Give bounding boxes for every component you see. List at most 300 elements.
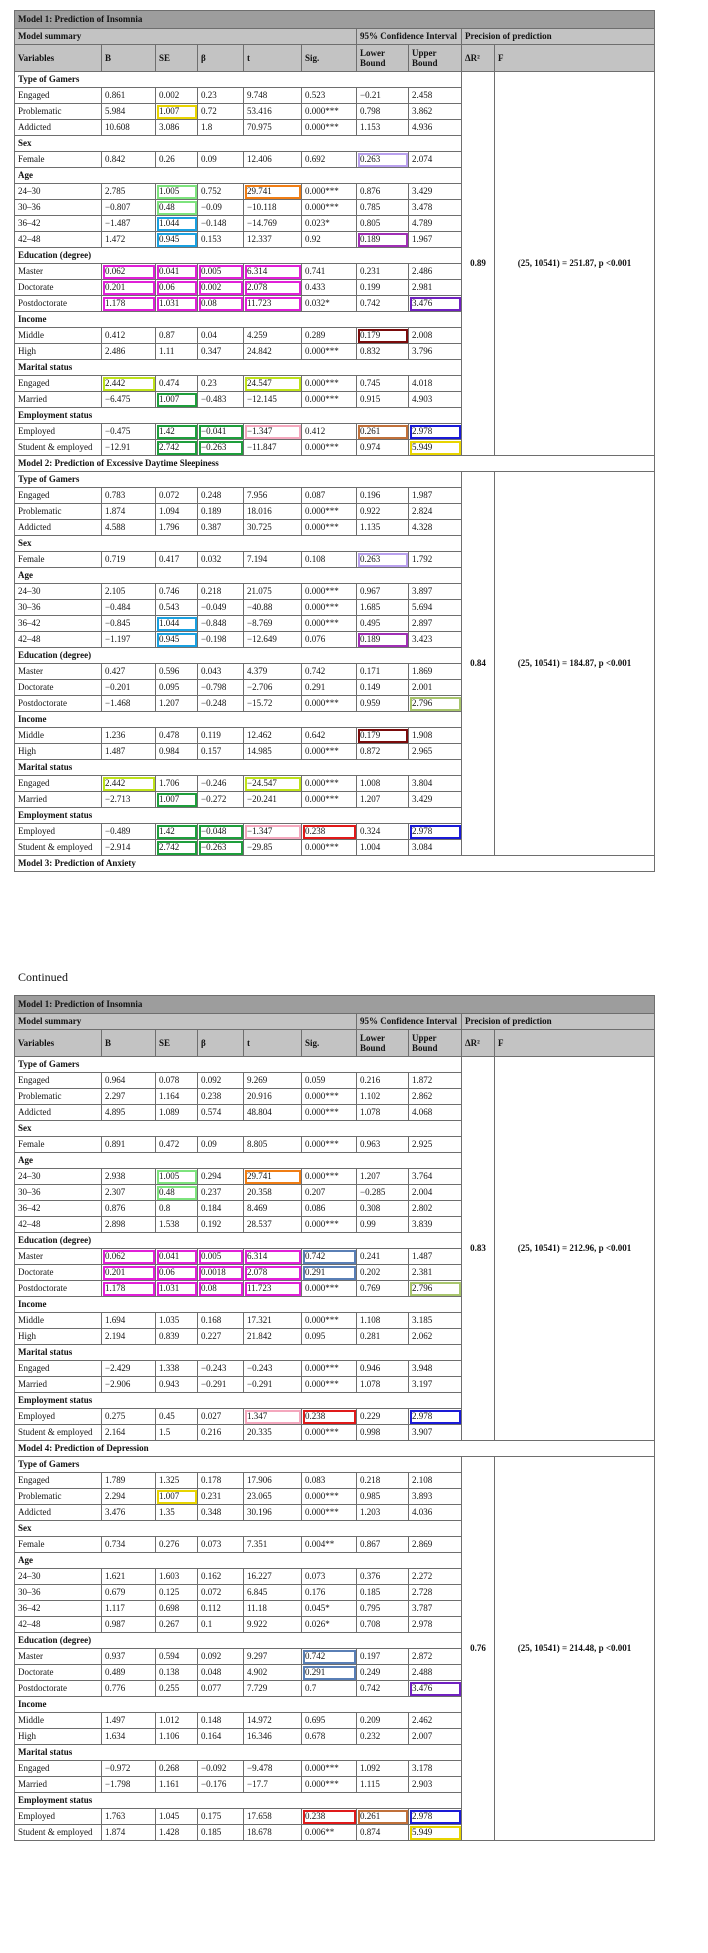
t-cell: −29.85 <box>244 840 302 856</box>
lower-bound-cell: 1.203 <box>357 1505 409 1521</box>
sig-cell: 0.000*** <box>302 1281 357 1297</box>
column-header: Upper Bound <box>409 45 462 72</box>
lower-bound-cell: 0.99 <box>357 1217 409 1233</box>
sig-cell: 0.000*** <box>302 1313 357 1329</box>
lower-bound-cell: 0.199 <box>357 280 409 296</box>
variable-cell: Married <box>15 1777 102 1793</box>
variable-cell: Doctorate <box>15 280 102 296</box>
cell-value: 0.06 <box>159 282 175 292</box>
se-cell: 1.11 <box>156 344 198 360</box>
upper-bound-cell-highlighted <box>409 440 462 456</box>
se-cell-highlighted <box>156 440 198 456</box>
beta-cell-highlighted <box>198 1249 244 1265</box>
se-cell-highlighted <box>156 824 198 840</box>
sig-cell: 0.000*** <box>302 376 357 392</box>
t-cell: 9.297 <box>244 1649 302 1665</box>
cell-value: 2.442 <box>105 778 126 788</box>
lower-bound-cell: 0.742 <box>357 1681 409 1697</box>
beta-cell: 0.238 <box>198 1089 244 1105</box>
upper-bound-cell: 3.429 <box>409 792 462 808</box>
se-cell: 0.255 <box>156 1681 198 1697</box>
b-cell: 2.938 <box>102 1169 156 1185</box>
se-cell: 1.338 <box>156 1361 198 1377</box>
beta-cell: −0.248 <box>198 696 244 712</box>
lower-bound-cell: 0.985 <box>357 1489 409 1505</box>
column-header: β <box>198 1030 244 1057</box>
b-cell: −0.972 <box>102 1761 156 1777</box>
beta-cell: 0.185 <box>198 1825 244 1841</box>
cell-value: 1.044 <box>159 618 180 628</box>
lower-bound-cell: 1.207 <box>357 792 409 808</box>
sig-cell: 0.000*** <box>302 1217 357 1233</box>
se-cell: 1.089 <box>156 1105 198 1121</box>
se-cell: 1.35 <box>156 1505 198 1521</box>
variable-cell: High <box>15 344 102 360</box>
variable-cell: 36–42 <box>15 216 102 232</box>
section-label: Type of Gamers <box>15 472 462 488</box>
b-cell: 0.937 <box>102 1649 156 1665</box>
lower-bound-cell-highlighted <box>357 1809 409 1825</box>
sig-cell: 0.412 <box>302 424 357 440</box>
beta-cell: 0.077 <box>198 1681 244 1697</box>
cell-value: 1.178 <box>105 298 126 308</box>
lower-bound-cell: 0.876 <box>357 184 409 200</box>
sig-cell: 0.000*** <box>302 120 357 136</box>
beta-cell: 0.092 <box>198 1073 244 1089</box>
t-cell: 53.416 <box>244 104 302 120</box>
b-cell-highlighted <box>102 1281 156 1297</box>
column-header: t <box>244 1030 302 1057</box>
b-cell: 3.476 <box>102 1505 156 1521</box>
cell-value: 2.742 <box>159 442 180 452</box>
sig-cell: 0.000*** <box>302 1089 357 1105</box>
cell-value: 6.314 <box>247 266 268 276</box>
column-header: Sig. <box>302 1030 357 1057</box>
upper-bound-cell: 1.967 <box>409 232 462 248</box>
sig-cell: 0.000*** <box>302 104 357 120</box>
sig-cell: 0.000*** <box>302 200 357 216</box>
b-cell-highlighted <box>102 264 156 280</box>
cell-value: 2.078 <box>247 282 268 292</box>
sig-cell: 0.000*** <box>302 1105 357 1121</box>
beta-cell: 0.119 <box>198 728 244 744</box>
b-cell: 1.487 <box>102 744 156 760</box>
sig-cell: 0.000*** <box>302 1377 357 1393</box>
t-cell: 21.842 <box>244 1329 302 1345</box>
section-label: Employment status <box>15 1793 462 1809</box>
upper-bound-cell: 3.478 <box>409 200 462 216</box>
beta-cell: 0.148 <box>198 1713 244 1729</box>
sig-cell: 0.742 <box>302 664 357 680</box>
variable-cell: Doctorate <box>15 1665 102 1681</box>
upper-bound-cell: 2.462 <box>409 1713 462 1729</box>
upper-bound-cell: 3.796 <box>409 344 462 360</box>
t-cell-highlighted <box>244 1265 302 1281</box>
lower-bound-cell: 0.202 <box>357 1265 409 1281</box>
upper-bound-cell: 3.907 <box>409 1425 462 1441</box>
column-header-row <box>15 1030 655 1057</box>
se-cell: 1.012 <box>156 1713 198 1729</box>
lower-bound-cell: 0.946 <box>357 1361 409 1377</box>
section-label: Age <box>15 168 462 184</box>
se-cell: 0.002 <box>156 88 198 104</box>
upper-bound-cell: 3.897 <box>409 584 462 600</box>
cell-value: 11.723 <box>247 298 272 308</box>
section-label: Income <box>15 312 462 328</box>
beta-cell: 0.043 <box>198 664 244 680</box>
b-cell-highlighted <box>102 376 156 392</box>
sig-cell: 0.289 <box>302 328 357 344</box>
se-cell-highlighted <box>156 280 198 296</box>
sig-cell: 0.000*** <box>302 184 357 200</box>
variable-cell: Doctorate <box>15 1265 102 1281</box>
beta-cell-highlighted <box>198 840 244 856</box>
lower-bound-cell: 1.102 <box>357 1089 409 1105</box>
sig-cell: 0.678 <box>302 1729 357 1745</box>
column-header: Lower Bound <box>357 45 409 72</box>
se-cell: 1.428 <box>156 1825 198 1841</box>
cell-value: 0.041 <box>159 266 180 276</box>
variable-cell: Addicted <box>15 520 102 536</box>
beta-cell: 0.248 <box>198 488 244 504</box>
upper-bound-cell: 2.824 <box>409 504 462 520</box>
upper-bound-cell: 1.908 <box>409 728 462 744</box>
variable-cell: Engaged <box>15 1361 102 1377</box>
variable-cell: 24–30 <box>15 1569 102 1585</box>
cell-value: 0.062 <box>105 266 126 276</box>
section-label: Sex <box>15 136 462 152</box>
variable-cell: Student & employed <box>15 1425 102 1441</box>
t-cell-highlighted <box>244 776 302 792</box>
variable-cell: High <box>15 744 102 760</box>
b-cell: 2.486 <box>102 344 156 360</box>
cell-value: −1.347 <box>247 426 273 436</box>
upper-bound-cell: 2.802 <box>409 1201 462 1217</box>
t-cell: 11.18 <box>244 1601 302 1617</box>
sig-cell: 0.000*** <box>302 616 357 632</box>
b-cell: −0.484 <box>102 600 156 616</box>
cell-value: 0.179 <box>360 730 381 740</box>
precision-header: Precision of prediction <box>462 29 655 45</box>
sig-cell-highlighted <box>302 1665 357 1681</box>
section-label: Age <box>15 1553 462 1569</box>
variable-cell: 42–48 <box>15 1217 102 1233</box>
cell-value: 1.031 <box>159 298 180 308</box>
sig-cell: 0.086 <box>302 1201 357 1217</box>
cell-value: 1.031 <box>159 1283 180 1293</box>
variable-cell: 36–42 <box>15 616 102 632</box>
variable-cell: 42–48 <box>15 232 102 248</box>
sig-cell: 0.000*** <box>302 1777 357 1793</box>
cell-value: −0.041 <box>201 426 227 436</box>
column-header: β <box>198 45 244 72</box>
variable-cell: Student & employed <box>15 840 102 856</box>
sig-cell: 0.741 <box>302 264 357 280</box>
upper-bound-cell: 2.728 <box>409 1585 462 1601</box>
beta-cell: 1.8 <box>198 120 244 136</box>
variable-cell: Student & employed <box>15 1825 102 1841</box>
t-cell: 17.906 <box>244 1473 302 1489</box>
variable-cell: Engaged <box>15 1073 102 1089</box>
t-cell: 30.196 <box>244 1505 302 1521</box>
beta-cell-highlighted <box>198 296 244 312</box>
beta-cell: −0.272 <box>198 792 244 808</box>
model-summary-header: Model summary <box>15 29 357 45</box>
column-header: ΔR² <box>462 45 495 72</box>
cell-value: 24.547 <box>247 378 272 388</box>
t-cell: 24.842 <box>244 344 302 360</box>
b-cell: 2.105 <box>102 584 156 600</box>
beta-cell: 0.162 <box>198 1569 244 1585</box>
beta-cell: 0.072 <box>198 1585 244 1601</box>
model-title-row <box>15 456 655 472</box>
b-cell: 0.412 <box>102 328 156 344</box>
upper-bound-cell: 2.007 <box>409 1729 462 1745</box>
se-cell: 0.267 <box>156 1617 198 1633</box>
model-title-row <box>15 856 655 872</box>
se-cell: 0.474 <box>156 376 198 392</box>
lower-bound-cell: 0.805 <box>357 216 409 232</box>
cell-value: 1.42 <box>159 426 175 436</box>
b-cell: 2.164 <box>102 1425 156 1441</box>
lower-bound-cell: 0.185 <box>357 1585 409 1601</box>
lower-bound-cell: 0.963 <box>357 1137 409 1153</box>
beta-cell: 0.157 <box>198 744 244 760</box>
table-title-row <box>15 996 655 1014</box>
variable-cell: 24–30 <box>15 584 102 600</box>
lower-bound-cell: 0.795 <box>357 1601 409 1617</box>
lower-bound-cell: 1.004 <box>357 840 409 856</box>
upper-bound-cell: 4.068 <box>409 1105 462 1121</box>
table-title: Model 1: Prediction of Insomnia <box>15 11 655 29</box>
upper-bound-cell-highlighted <box>409 1681 462 1697</box>
b-cell: 1.874 <box>102 1825 156 1841</box>
sig-cell: 0.000*** <box>302 696 357 712</box>
se-cell: 0.472 <box>156 1137 198 1153</box>
cell-value: 0.48 <box>159 1187 175 1197</box>
variable-cell: Married <box>15 1377 102 1393</box>
se-cell-highlighted <box>156 1185 198 1201</box>
se-cell-highlighted <box>156 296 198 312</box>
column-header-row <box>15 45 655 72</box>
cell-value: 1.178 <box>105 1283 126 1293</box>
variable-cell: Student & employed <box>15 440 102 456</box>
beta-cell: 0.23 <box>198 88 244 104</box>
upper-bound-cell: 2.486 <box>409 264 462 280</box>
upper-bound-cell: 2.272 <box>409 1569 462 1585</box>
cell-value: 1.007 <box>159 1491 180 1501</box>
sig-cell: 0.095 <box>302 1329 357 1345</box>
lower-bound-cell: 0.967 <box>357 584 409 600</box>
cell-value: 0.945 <box>159 634 180 644</box>
upper-bound-cell: 4.936 <box>409 120 462 136</box>
b-cell: −0.201 <box>102 680 156 696</box>
b-cell: 0.964 <box>102 1073 156 1089</box>
lower-bound-cell: 1.108 <box>357 1313 409 1329</box>
upper-bound-cell: 2.074 <box>409 152 462 168</box>
sig-cell: 0.000*** <box>302 792 357 808</box>
section-label: Employment status <box>15 408 462 424</box>
cell-value: 1.007 <box>159 794 180 804</box>
delta-r2-cell: 0.89 <box>462 72 495 456</box>
sig-cell: 0.083 <box>302 1473 357 1489</box>
se-cell: 1.161 <box>156 1777 198 1793</box>
cell-value: 0.261 <box>360 426 381 436</box>
variable-cell: 36–42 <box>15 1601 102 1617</box>
continued-label: Continued <box>18 970 68 984</box>
sig-cell: 0.000*** <box>302 1505 357 1521</box>
variable-cell: Master <box>15 1249 102 1265</box>
variable-cell: Female <box>15 1137 102 1153</box>
b-cell: 0.842 <box>102 152 156 168</box>
cell-value: 2.796 <box>412 698 433 708</box>
upper-bound-cell: 4.789 <box>409 216 462 232</box>
sig-cell: 0.023* <box>302 216 357 232</box>
sig-cell-highlighted <box>302 1649 357 1665</box>
b-cell: −2.914 <box>102 840 156 856</box>
upper-bound-cell: 3.804 <box>409 776 462 792</box>
upper-bound-cell: 2.925 <box>409 1137 462 1153</box>
cell-value: 1.007 <box>159 394 180 404</box>
variable-cell: 30–36 <box>15 1585 102 1601</box>
b-cell: −0.489 <box>102 824 156 840</box>
upper-bound-cell: 2.965 <box>409 744 462 760</box>
b-cell: −1.197 <box>102 632 156 648</box>
section-label: Sex <box>15 536 462 552</box>
upper-bound-cell: 3.948 <box>409 1361 462 1377</box>
b-cell: 0.719 <box>102 552 156 568</box>
sig-cell-highlighted <box>302 1409 357 1425</box>
section-label: Employment status <box>15 808 462 824</box>
t-cell: 4.902 <box>244 1665 302 1681</box>
upper-bound-cell: 4.903 <box>409 392 462 408</box>
variable-cell: Engaged <box>15 88 102 104</box>
se-cell: 0.45 <box>156 1409 198 1425</box>
se-cell: 1.106 <box>156 1729 198 1745</box>
variable-cell: Master <box>15 1649 102 1665</box>
table-title: Model 1: Prediction of Insomnia <box>15 996 655 1014</box>
cell-value: 0.291 <box>305 1667 326 1677</box>
section-row <box>15 72 655 88</box>
lower-bound-cell: 1.153 <box>357 120 409 136</box>
t-cell-highlighted <box>244 824 302 840</box>
se-cell: 0.746 <box>156 584 198 600</box>
b-cell: −0.475 <box>102 424 156 440</box>
se-cell: 0.478 <box>156 728 198 744</box>
upper-bound-cell: 2.897 <box>409 616 462 632</box>
variable-cell: Engaged <box>15 376 102 392</box>
upper-bound-cell: 2.381 <box>409 1265 462 1281</box>
variable-cell: Doctorate <box>15 680 102 696</box>
cell-value: 0.261 <box>360 1811 381 1821</box>
b-cell: −2.906 <box>102 1377 156 1393</box>
t-cell: −40.88 <box>244 600 302 616</box>
se-cell-highlighted <box>156 1281 198 1297</box>
t-cell: 18.016 <box>244 504 302 520</box>
se-cell: 1.706 <box>156 776 198 792</box>
header-group-row <box>15 1014 655 1030</box>
regression-table-1 <box>14 10 655 872</box>
t-cell: 4.379 <box>244 664 302 680</box>
t-cell: −0.291 <box>244 1377 302 1393</box>
lower-bound-cell: 0.872 <box>357 744 409 760</box>
t-cell-highlighted <box>244 1249 302 1265</box>
se-cell: 1.164 <box>156 1089 198 1105</box>
lower-bound-cell: 0.281 <box>357 1329 409 1345</box>
t-cell-highlighted <box>244 1409 302 1425</box>
lower-bound-cell: 0.196 <box>357 488 409 504</box>
lower-bound-cell: 0.218 <box>357 1473 409 1489</box>
section-label: Type of Gamers <box>15 72 462 88</box>
t-cell: 16.346 <box>244 1729 302 1745</box>
variable-cell: 42–48 <box>15 632 102 648</box>
se-cell: 0.984 <box>156 744 198 760</box>
beta-cell: 0.09 <box>198 152 244 168</box>
upper-bound-cell: 2.001 <box>409 680 462 696</box>
cell-value: 2.796 <box>412 1283 433 1293</box>
t-cell: 7.956 <box>244 488 302 504</box>
beta-cell-highlighted <box>198 824 244 840</box>
beta-cell: 0.227 <box>198 1329 244 1345</box>
sig-cell: 0.000*** <box>302 392 357 408</box>
lower-bound-cell: 0.249 <box>357 1665 409 1681</box>
b-cell: 0.427 <box>102 664 156 680</box>
t-cell: 48.804 <box>244 1105 302 1121</box>
section-label: Education (degree) <box>15 1233 462 1249</box>
t-cell: 23.065 <box>244 1489 302 1505</box>
variable-cell: Engaged <box>15 776 102 792</box>
b-cell: 2.785 <box>102 184 156 200</box>
sig-cell: 0.000*** <box>302 1169 357 1185</box>
cell-value: 0.263 <box>360 554 381 564</box>
t-cell-highlighted <box>244 184 302 200</box>
b-cell: 2.194 <box>102 1329 156 1345</box>
column-header: ΔR² <box>462 1030 495 1057</box>
lower-bound-cell-highlighted <box>357 728 409 744</box>
variable-cell: Employed <box>15 824 102 840</box>
se-cell-highlighted <box>156 392 198 408</box>
beta-cell: −0.246 <box>198 776 244 792</box>
b-cell: 1.117 <box>102 1601 156 1617</box>
upper-bound-cell: 1.872 <box>409 1073 462 1089</box>
column-header: SE <box>156 45 198 72</box>
se-cell: 1.045 <box>156 1809 198 1825</box>
se-cell: 1.796 <box>156 520 198 536</box>
b-cell: −1.468 <box>102 696 156 712</box>
variable-cell: High <box>15 1329 102 1345</box>
lower-bound-cell: 0.209 <box>357 1713 409 1729</box>
beta-cell: 0.387 <box>198 520 244 536</box>
cell-value: 0.041 <box>159 1251 180 1261</box>
upper-bound-cell-highlighted <box>409 696 462 712</box>
b-cell: −0.845 <box>102 616 156 632</box>
beta-cell: −0.092 <box>198 1761 244 1777</box>
sig-cell: 0.000*** <box>302 440 357 456</box>
variable-cell: Addicted <box>15 1105 102 1121</box>
section-label: Education (degree) <box>15 248 462 264</box>
t-cell: −0.243 <box>244 1361 302 1377</box>
cell-value: 0.179 <box>360 330 381 340</box>
sig-cell: 0.523 <box>302 88 357 104</box>
sig-cell: 0.000*** <box>302 1761 357 1777</box>
b-cell-highlighted <box>102 776 156 792</box>
cell-value: 2.978 <box>412 1411 433 1421</box>
lower-bound-cell: 0.874 <box>357 1825 409 1841</box>
column-header: Sig. <box>302 45 357 72</box>
t-cell: 20.358 <box>244 1185 302 1201</box>
variable-cell: 42–48 <box>15 1617 102 1633</box>
lower-bound-cell: −0.285 <box>357 1185 409 1201</box>
